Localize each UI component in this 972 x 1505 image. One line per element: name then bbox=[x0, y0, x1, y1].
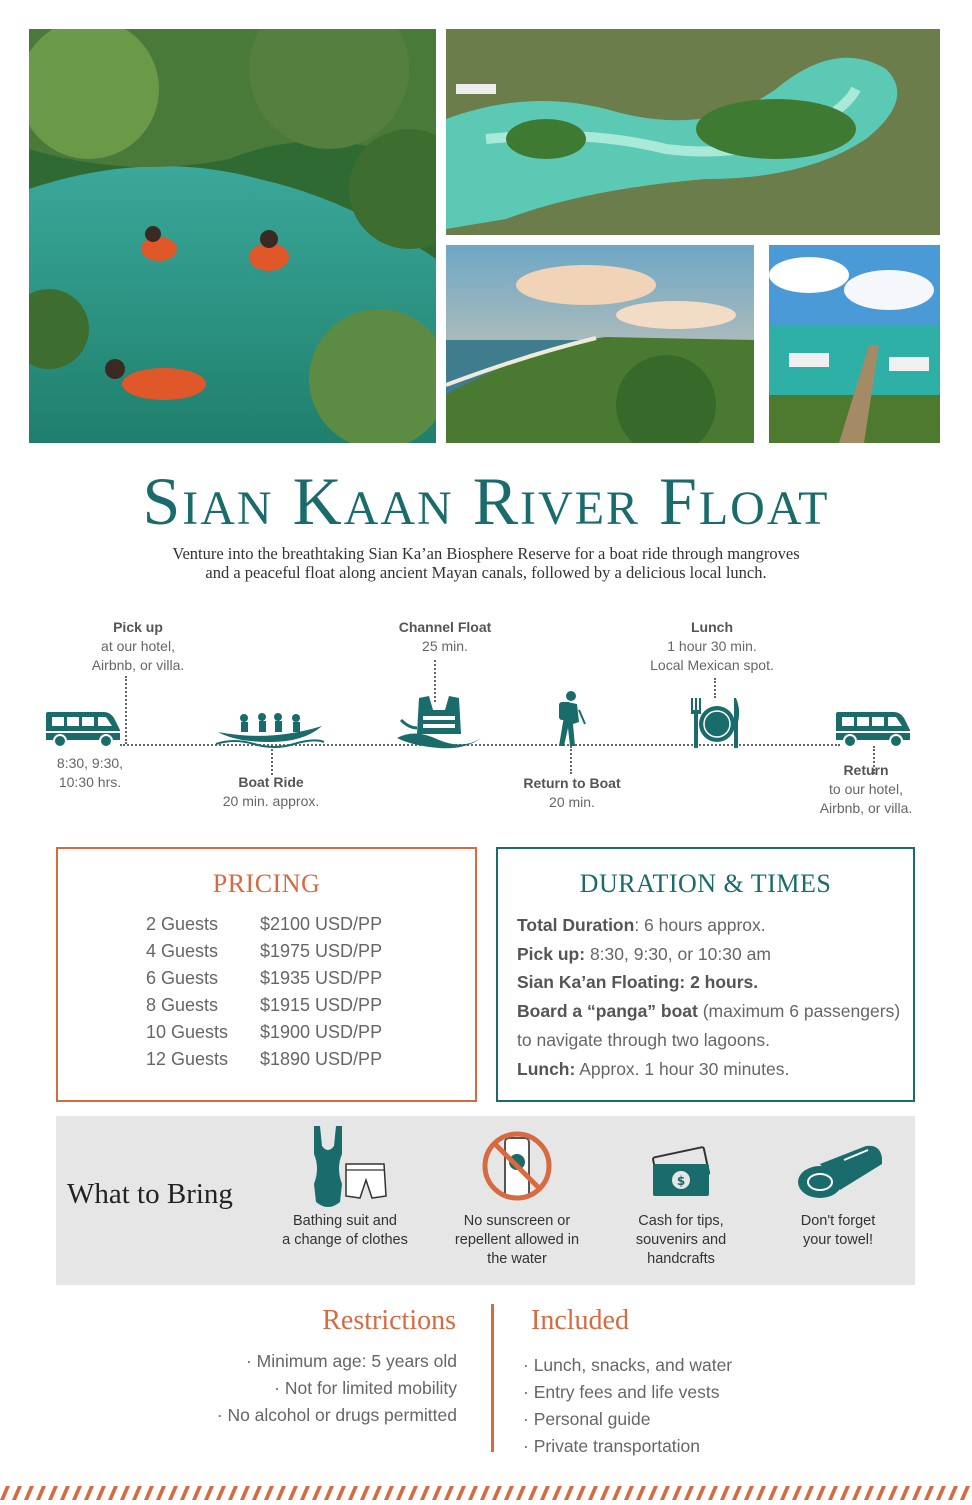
restrictions-title: Restrictions bbox=[322, 1305, 456, 1336]
price-guests: 2 Guests bbox=[146, 914, 219, 934]
restrictions-list bbox=[150, 1348, 457, 1429]
price-row bbox=[146, 1019, 382, 1046]
tl-return-line2: Airbnb, or villa. bbox=[819, 800, 913, 816]
list-item: · No alcohol or drugs permitted bbox=[216, 1405, 457, 1425]
intro-line-2: and a peaceful float along ancient Mayan canals, followed by a delicious local lunch. bbox=[205, 563, 767, 582]
price-row bbox=[146, 965, 382, 992]
tl-return-boat bbox=[497, 774, 647, 812]
bring-caption-towel: Don't forget your towel! bbox=[800, 1213, 876, 1248]
cash-icon bbox=[606, 1124, 756, 1212]
intro-text bbox=[90, 544, 882, 582]
tl-channel-float-line1: 25 min. bbox=[422, 638, 468, 654]
tl-return-title: Return bbox=[843, 762, 889, 778]
duration-title: DURATION & TIMES bbox=[579, 869, 832, 898]
tl-lunch bbox=[628, 618, 796, 675]
van-return-icon bbox=[834, 710, 912, 750]
bring-item-towel bbox=[764, 1124, 912, 1250]
connector-pickup bbox=[125, 676, 127, 744]
list-item: · Not for limited mobility bbox=[274, 1378, 457, 1398]
tl-pickup bbox=[60, 618, 216, 675]
tl-lunch-line1: 1 hour 30 min. bbox=[667, 638, 757, 654]
photo-coastline bbox=[446, 245, 754, 443]
price-value: $2100 USD/PP bbox=[260, 914, 383, 934]
connector-boat bbox=[271, 745, 273, 775]
tl-pickup-line1: at our hotel, bbox=[101, 638, 175, 654]
swimsuit-icon bbox=[270, 1124, 420, 1212]
photo-boat-dock bbox=[769, 245, 940, 443]
duration-board-line2: to navigate through two lagoons. bbox=[517, 1029, 770, 1050]
bring-caption-swimsuit: Bathing suit and a change of clothes bbox=[282, 1213, 408, 1248]
bring-item-swimsuit bbox=[270, 1124, 420, 1250]
what-to-bring-title: What to Bring bbox=[67, 1178, 233, 1210]
tl-pickup-title: Pick up bbox=[113, 619, 163, 635]
tl-return-boat-line1: 20 min. bbox=[549, 794, 595, 810]
what-to-bring-panel bbox=[56, 1116, 915, 1285]
tl-lunch-title: Lunch bbox=[691, 619, 733, 635]
section-divider bbox=[491, 1304, 494, 1452]
rowboat-icon bbox=[214, 712, 326, 748]
tl-pickup-line2: Airbnb, or villa. bbox=[91, 657, 185, 673]
list-item: · Personal guide bbox=[523, 1409, 651, 1429]
connector-return-boat bbox=[570, 746, 572, 774]
price-row bbox=[146, 1046, 382, 1073]
list-item: · Private transportation bbox=[523, 1436, 701, 1456]
duration-box bbox=[496, 847, 915, 1102]
list-item: · Minimum age: 5 years old bbox=[245, 1351, 457, 1371]
price-guests: 6 Guests bbox=[146, 968, 219, 988]
duration-details bbox=[517, 911, 907, 1083]
tl-channel-float-title: Channel Float bbox=[398, 619, 492, 635]
price-guests: 8 Guests bbox=[146, 995, 219, 1015]
price-row bbox=[146, 911, 382, 938]
tl-lunch-line2: Local Mexican spot. bbox=[650, 657, 774, 673]
bring-caption-cash: Cash for tips, souvenirs and handcrafts bbox=[635, 1213, 727, 1267]
tl-boat-ride-title: Boat Ride bbox=[238, 774, 304, 790]
photo-river-aerial bbox=[446, 29, 940, 235]
price-value: $1915 USD/PP bbox=[260, 995, 383, 1015]
price-guests: 12 Guests bbox=[146, 1049, 229, 1069]
duration-total: Total Duration: 6 hours approx. bbox=[517, 915, 766, 935]
footer-stripe bbox=[0, 1486, 972, 1500]
price-guests: 10 Guests bbox=[146, 1022, 229, 1042]
duration-board: Board a “panga” boat (maximum 6 passengers) bbox=[517, 1001, 901, 1022]
pricing-box bbox=[56, 847, 477, 1102]
duration-floating: Sian Ka’an Floating: 2 hours. bbox=[517, 972, 759, 993]
list-item: · Lunch, snacks, and water bbox=[523, 1355, 733, 1375]
towel-icon bbox=[764, 1124, 912, 1212]
svg-text:$: $ bbox=[676, 1174, 686, 1188]
intro-line-1: Venture into the breathtaking Sian Ka’an Biosphere Reserve for a boat ride through mangroves bbox=[172, 544, 800, 563]
page-title: Sian Kaan River Float bbox=[142, 463, 830, 539]
price-value: $1935 USD/PP bbox=[260, 968, 383, 988]
duration-lunch: Lunch: Approx. 1 hour 30 minutes. bbox=[517, 1058, 790, 1079]
price-value: $1975 USD/PP bbox=[260, 941, 383, 961]
tl-return-line1: to our hotel, bbox=[829, 781, 903, 797]
bring-caption-no-sunscreen: No sunscreen or repellent allowed in the water bbox=[454, 1213, 580, 1267]
life-vest-icon bbox=[395, 694, 483, 750]
price-row bbox=[146, 938, 382, 965]
plate-cutlery-icon bbox=[688, 694, 742, 750]
tl-start-time bbox=[30, 754, 150, 792]
duration-pickup: Pick up: 8:30, 9:30, or 10:30 am bbox=[517, 943, 771, 964]
tl-boat-ride-line1: 20 min. approx. bbox=[222, 793, 320, 809]
bring-item-cash bbox=[606, 1124, 756, 1269]
tl-return-boat-title: Return to Boat bbox=[523, 775, 621, 791]
hiker-icon bbox=[553, 690, 589, 748]
price-value: $1900 USD/PP bbox=[260, 1022, 383, 1042]
included-title: Included bbox=[531, 1305, 629, 1336]
no-sunscreen-icon bbox=[440, 1124, 594, 1212]
price-value: $1890 USD/PP bbox=[260, 1049, 383, 1069]
bring-item-no-sunscreen bbox=[440, 1124, 594, 1269]
tl-boat-ride bbox=[196, 773, 346, 811]
included-list bbox=[523, 1352, 732, 1460]
tl-start-time-line2: 10:30 hrs. bbox=[58, 774, 122, 790]
pricing-title: PRICING bbox=[212, 869, 321, 898]
price-row bbox=[146, 992, 382, 1019]
van-icon bbox=[44, 710, 122, 750]
tl-return bbox=[800, 761, 932, 818]
price-guests: 4 Guests bbox=[146, 941, 219, 961]
tl-channel-float bbox=[370, 618, 520, 656]
tl-start-time-line1: 8:30, 9:30, bbox=[56, 755, 124, 771]
photo-mangrove-swimmers bbox=[29, 29, 436, 443]
list-item: · Entry fees and life vests bbox=[523, 1382, 720, 1402]
